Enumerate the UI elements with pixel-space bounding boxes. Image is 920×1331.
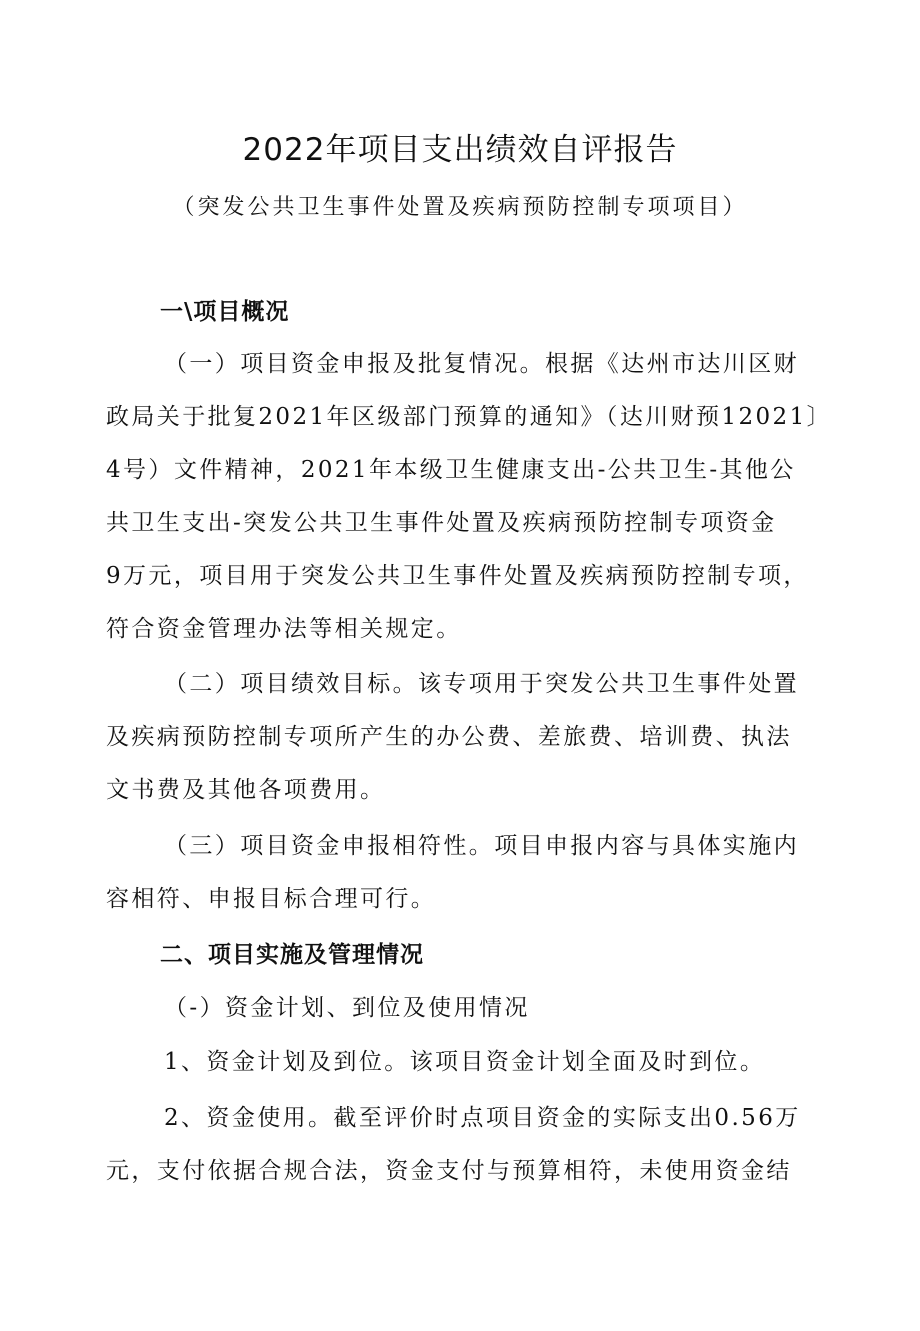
document-title: 2022年项目支出绩效自评报告	[242, 132, 678, 168]
paragraph-line: （一）项目资金申报及批复情况。根据《达州市达川区财	[164, 351, 799, 377]
paragraph-line: 共卫生支出-突发公共卫生事件处置及疾病预防控制专项资金	[106, 510, 777, 536]
paragraph-line: 及疾病预防控制专项所产生的办公费、差旅费、培训费、执法	[106, 724, 792, 750]
paragraph-line: 元，支付依据合规合法，资金支付与预算相符，未使用资金结	[106, 1158, 792, 1184]
paragraph-consistency	[106, 820, 818, 926]
paragraph-fund-usage	[106, 1092, 818, 1198]
paragraph-line: 符合资金管理办法等相关规定。	[106, 616, 462, 642]
document-subtitle: （突发公共卫生事件处置及疾病预防控制专项项目）	[172, 195, 748, 220]
paragraph-line: 1、资金计划及到位。该项目资金计划全面及时到位。	[164, 1049, 766, 1075]
paragraph-plan-arrival	[106, 1036, 818, 1089]
paragraph-line: 容相符、申报目标合理可行。	[106, 886, 437, 912]
section-heading-overview: 一\项目概况	[160, 299, 290, 325]
subsection-funding-plan	[106, 982, 818, 1035]
section-heading-implementation: 二、项目实施及管理情况	[160, 942, 424, 968]
paragraph-line: 4号）文件精神，2021年本级卫生健康支出-公共卫生-其他公	[106, 457, 796, 483]
paragraph-line: 9万元，项目用于突发公共卫生事件处置及疾病预防控制专项，	[106, 563, 809, 589]
paragraph-line: 2、资金使用。截至评价时点项目资金的实际支出0.56万	[164, 1105, 801, 1131]
paragraph-line: 政局关于批复2021年区级部门预算的通知》（达川财预12021〕	[106, 404, 832, 430]
paragraph-line: （三）项目资金申报相符性。项目申报内容与具体实施内	[164, 833, 799, 859]
paragraph-funding-approval	[106, 338, 832, 656]
paragraph-line: 文书费及其他各项费用。	[106, 777, 386, 803]
paragraph-line: （二）项目绩效目标。该专项用于突发公共卫生事件处置	[164, 671, 799, 697]
paragraph-performance-goal	[106, 658, 818, 817]
subsection-title: （-）资金计划、到位及使用情况	[164, 995, 530, 1021]
